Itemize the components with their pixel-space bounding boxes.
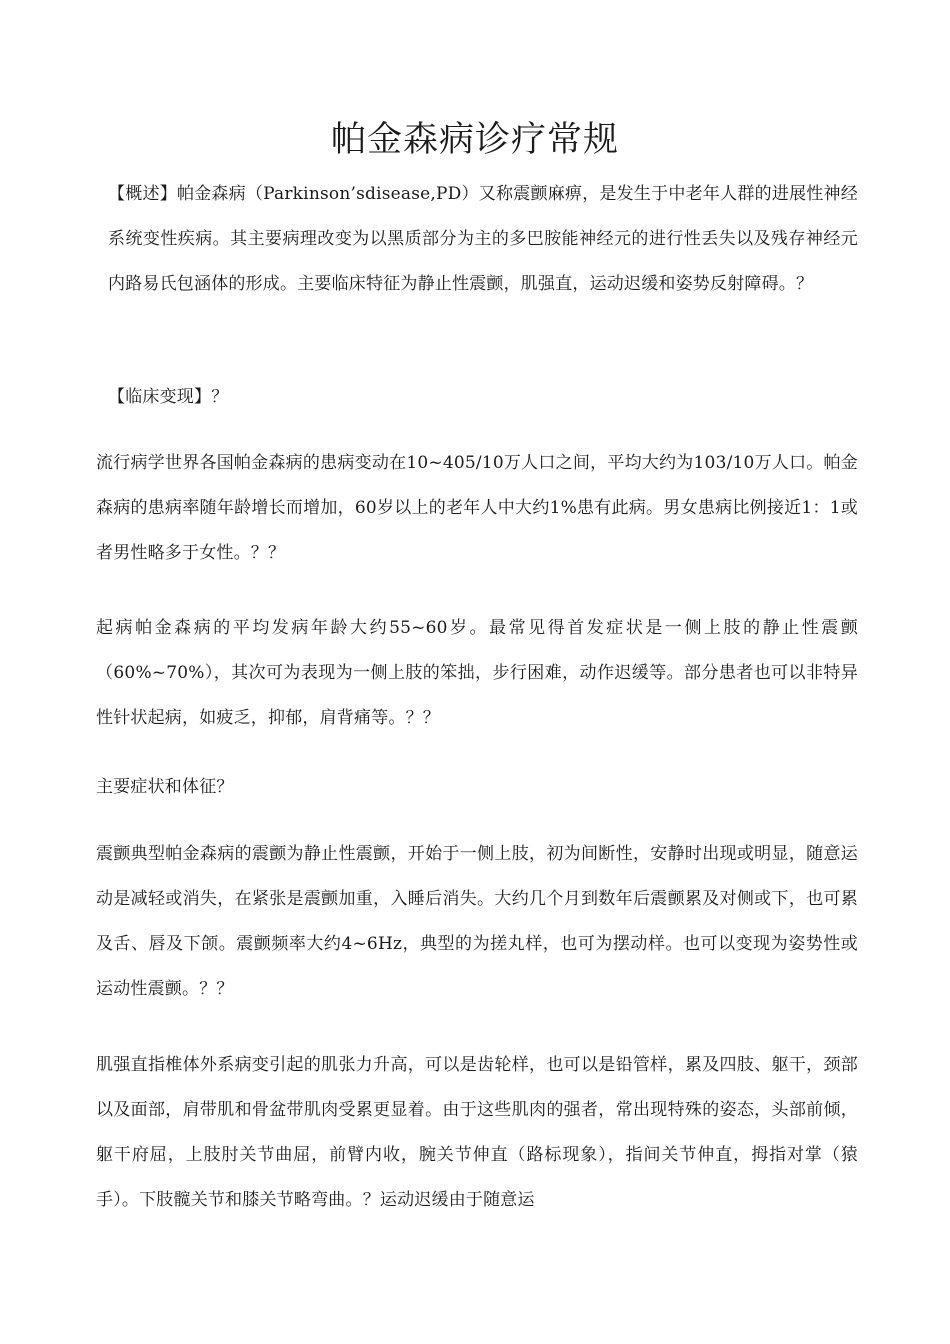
onset-paragraph: 起病帕金森病的平均发病年龄大约55~60岁。最常见得首发症状是一侧上肢的静止性震颤（60%~70%），其次可为表现为一侧上肢的笨拙，步行困难，动作迟缓等。部分患者也可以非特异性针状起病，如疲乏，抑郁，肩背痛等。？？ — [96, 618, 858, 728]
rigidity-paragraph: 肌强直指椎体外系病变引起的肌张力升高，可以是齿轮样，也可以是铅管样，累及四肢、躯干，颈部以及面部，肩带肌和骨盆带肌肉受累更显着。由于这些肌肉的强者，常出现特殊的姿态，头部前倾，躯干府屈，上肢肘关节曲屈，前臂内收，腕关节伸直（路标现象），指间关节伸直，拇指对掌（猿手）。下肢髋关节和膝关节略弯曲。？运动迟缓由于随意运 — [96, 1055, 858, 1210]
overview-paragraph: 【概述】帕金森病（Parkinson’sdisease,PD）又称震颤麻痹，是发生于中老年人群的进展性神经系统变性疾病。其主要病理改变为以黑质部分为主的多巴胺能神经元的进行性丢失以及残存神经元内路易氏包涵体的形成。主要临床特征为静止性震颤，肌强直，运动迟缓和姿势反射障碍。？ — [108, 184, 858, 294]
epidemiology-paragraph: 流行病学世界各国帕金森病的患病变动在10~405/10万人口之间，平均大约为103/10万人口。帕金森病的患病率随年龄增长而增加，60岁以上的老年人中大约1%患有此病。男女患病比例接近1：1或者男性略多于女性。？？ — [96, 453, 858, 563]
tremor-paragraph: 震颤典型帕金森病的震颤为静止性震颤，开始于一侧上肢，初为间断性，安静时出现或明显，随意运动是减轻或消失，在紧张是震颤加重，入睡后消失。大约几个月到数年后震颤累及对侧或下，也可累及舌、唇及下颌。震颤频率大约4~6Hz，典型的为搓丸样，也可为摆动样。也可以变现为姿势性或运动性震颤。？？ — [96, 844, 858, 999]
document-title: 帕金森病诊疗常规 — [330, 120, 619, 160]
symptoms-heading: 主要症状和体征？ — [96, 777, 234, 797]
clinical-heading: 【临床变现】？ — [108, 387, 229, 407]
